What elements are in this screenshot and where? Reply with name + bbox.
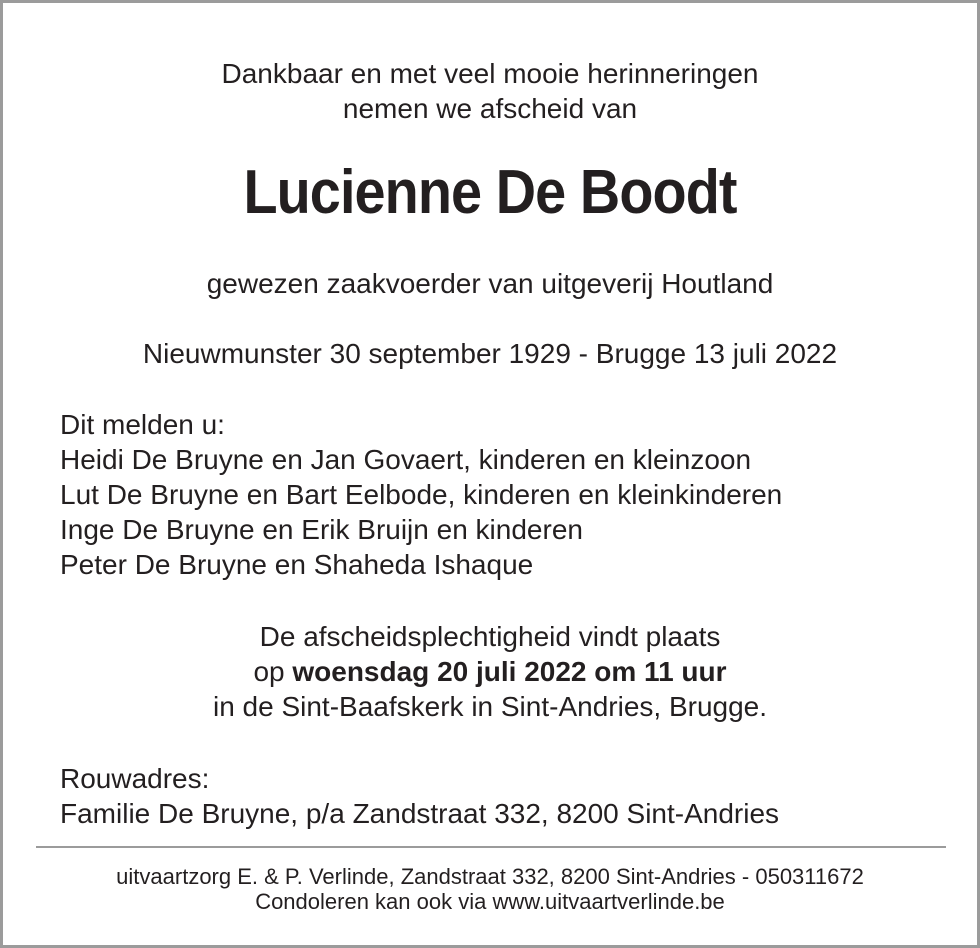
intro-line-2: nemen we afscheid van — [342, 93, 638, 124]
ceremony-line-2 — [3, 654, 977, 689]
funeral-home-info: uitvaartzorg E. & P. Verlinde, Zandstraat 332, 8200 Sint-Andries - 050311672 — [116, 864, 864, 889]
family-heading: Dit melden u: — [60, 409, 225, 440]
family-member: Inge De Bruyne en Erik Bruijn en kinderen — [60, 514, 583, 545]
mourning-address — [60, 761, 779, 831]
intro-text — [3, 56, 977, 126]
family-member: Heidi De Bruyne en Jan Govaert, kinderen en kleinzoon — [60, 444, 752, 475]
birth-death-dates: Nieuwmunster 30 september 1929 - Brugge 13 juli 2022 — [142, 338, 838, 369]
ceremony-line-1: De afscheidsplechtigheid vindt plaats — [259, 621, 721, 652]
footer-divider — [36, 846, 946, 848]
family-member: Peter De Bruyne en Shaheda Ishaque — [60, 549, 534, 580]
address-value: Familie De Bruyne, p/a Zandstraat 332, 8200 Sint-Andries — [60, 798, 780, 829]
family-announcement — [60, 407, 782, 582]
ceremony-line-3: in de Sint-Baafskerk in Sint-Andries, Brugge. — [212, 691, 768, 722]
ceremony-info — [3, 619, 977, 724]
intro-line-1: Dankbaar en met veel mooie herinneringen — [221, 58, 759, 89]
address-heading: Rouwadres: — [60, 763, 210, 794]
deceased-name: Lucienne De Boodt — [243, 158, 737, 227]
ceremony-prefix: op — [253, 656, 285, 687]
footer — [3, 864, 977, 914]
deceased-role: gewezen zaakvoerder van uitgeverij Houtland — [206, 268, 774, 299]
condolence-info: Condoleren kan ook via www.uitvaartverlinde.be — [255, 889, 725, 914]
ceremony-datetime: woensdag 20 juli 2022 om 11 uur — [292, 656, 727, 687]
family-member: Lut De Bruyne en Bart Eelbode, kinderen en kleinkinderen — [60, 479, 783, 510]
